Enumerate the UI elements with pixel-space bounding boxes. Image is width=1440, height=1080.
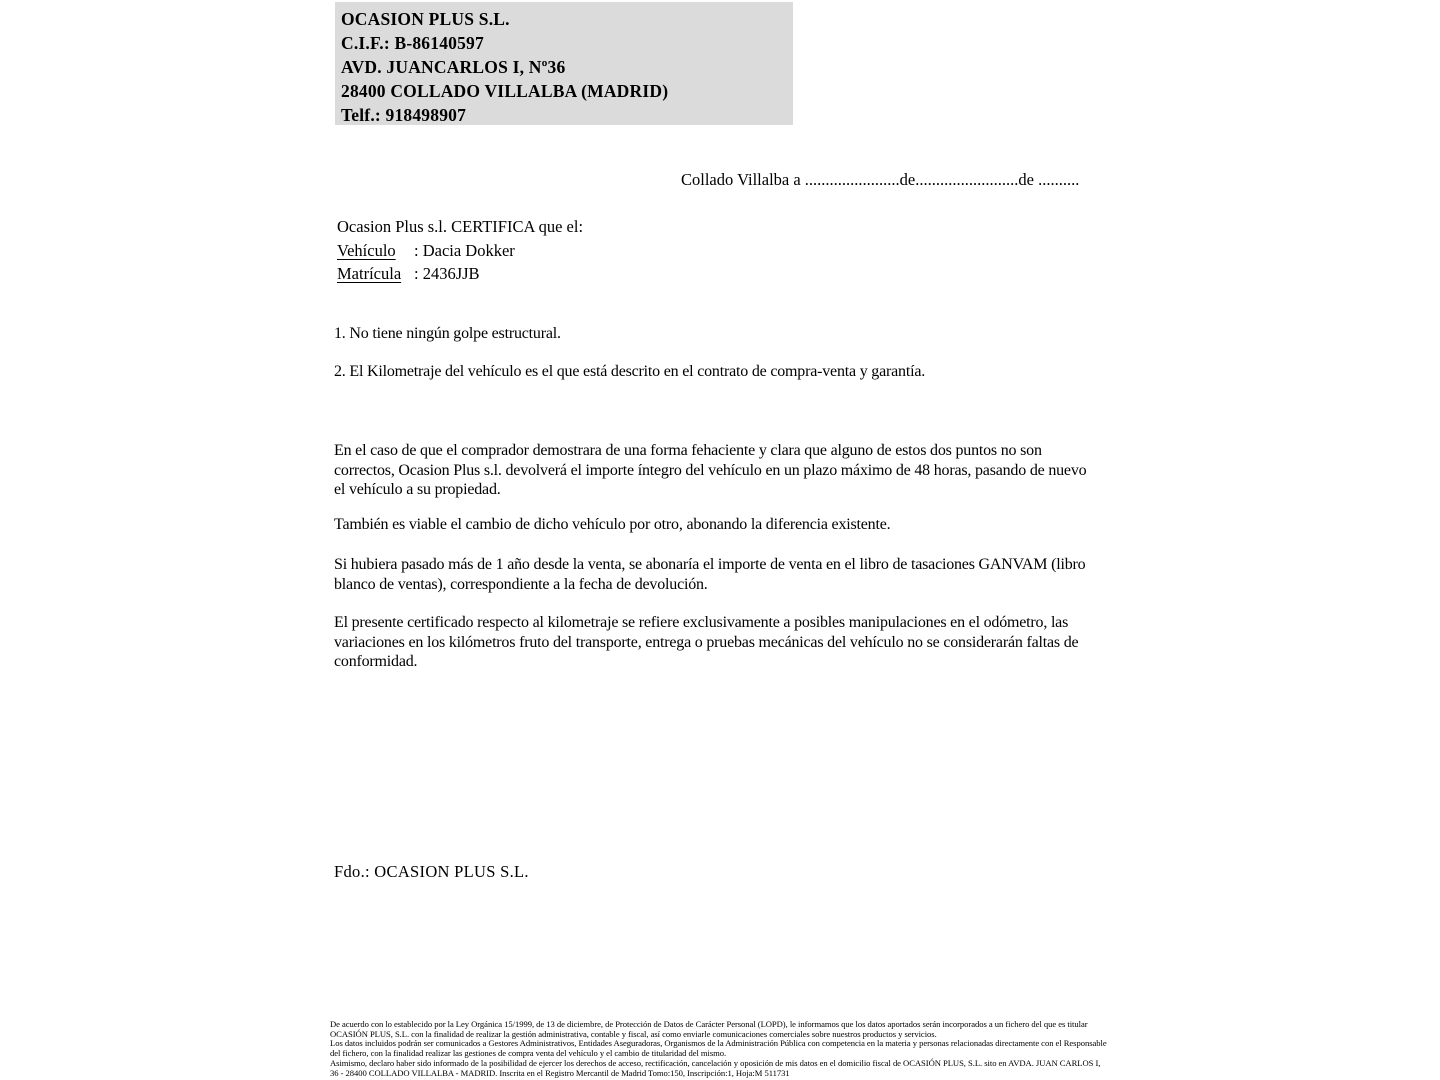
vehicle-row	[337, 239, 583, 263]
condition-point-1: 1. No tiene ningún golpe estructural.	[334, 325, 561, 342]
company-header-box	[335, 2, 793, 125]
certification-block	[337, 215, 583, 286]
date-line: Collado Villalba a .......................de.........................de ..........	[681, 170, 1080, 189]
legal-paragraph-data-sharing: Los datos incluidos podrán ser comunicados a Gestores Administrativos, Entidades Aseguradoras, Organismos de la Administración Pública con competencia en la materia y personas relacionadas directamente con el Responsable del fichero, con la finalidad realizar las gestiones de compra venta del vehículo y el cambio de titularidad del mismo.	[330, 1038, 1107, 1059]
vehicle-value: : Dacia Dokker	[414, 240, 515, 260]
company-phone: Telf.: 918498907	[341, 105, 467, 125]
plate-label: Matrícula	[337, 264, 402, 284]
plate-value: : 2436JJB	[414, 264, 480, 284]
plate-row	[337, 262, 583, 286]
vehicle-label: Vehículo	[337, 240, 396, 260]
company-name: OCASION PLUS S.L.	[341, 9, 510, 29]
body-paragraph-refund: En el caso de que el comprador demostrara de una forma fehaciente y clara que alguno de estos dos puntos no son correctos, Ocasion Plus s.l. devolverá el importe íntegro del vehículo en un plazo máximo de 48 horas, pasando de nuevo el vehículo a su propiedad.	[334, 442, 1087, 499]
company-address: AVD. JUANCARLOS I, Nº36	[341, 57, 566, 77]
body-paragraph-ganvam: Si hubiera pasado más de 1 año desde la venta, se abonaría el importe de venta en el libro de tasaciones GANVAM (libro blanco de ventas), correspondiente a la fecha de devolución.	[334, 556, 1086, 593]
condition-point-2: 2. El Kilometraje del vehículo es el que está descrito en el contrato de compra-venta y garantía.	[334, 363, 926, 380]
body-paragraph-odometer: El presente certificado respecto al kilometraje se refiere exclusivamente a posibles manipulaciones en el odómetro, las variaciones en los kilómetros fruto del transporte, entrega o pruebas mecánicas del vehículo no se considerarán faltas de conformidad.	[334, 614, 1079, 671]
company-cif: C.I.F.: B-86140597	[341, 33, 484, 53]
company-city: 28400 COLLADO VILLALBA (MADRID)	[341, 81, 669, 101]
legal-footer	[330, 1020, 1108, 1078]
legal-paragraph-rights: Asimismo, declaro haber sido informado de la posibilidad de ejercer los derechos de acceso, rectificación, cancelación y oposición de mis datos en el domicilio fiscal de OCASIÓN PLUS, S.L. sito en AVDA. JUAN CARLOS I, 36 - 28400 COLLADO VILLALBA - MADRID. Inscrita en el Registro Mercantil de Madrid Tomo:150, Inscripción:1, Hoja:M 511731	[330, 1057, 1101, 1078]
certification-intro: Ocasion Plus s.l. CERTIFICA que el:	[337, 217, 584, 236]
signature-line: Fdo.: OCASION PLUS S.L.	[334, 862, 529, 881]
legal-paragraph-lopd: De acuerdo con lo establecido por la Ley Orgánica 15/1999, de 13 de diciembre, de Protección de Datos de Carácter Personal (LOPD), le informamos que los datos aportados serán incorporados a un fichero del que es titular OCASIÓN PLUS, S.L. con la finalidad de realizar la gestión administrativa, contable y fiscal, así como enviarle comunicaciones comerciales sobre nuestros productos y servicios.	[330, 1019, 1088, 1039]
body-paragraph-exchange: También es viable el cambio de dicho vehículo por otro, abonando la diferencia existente.	[334, 516, 891, 533]
